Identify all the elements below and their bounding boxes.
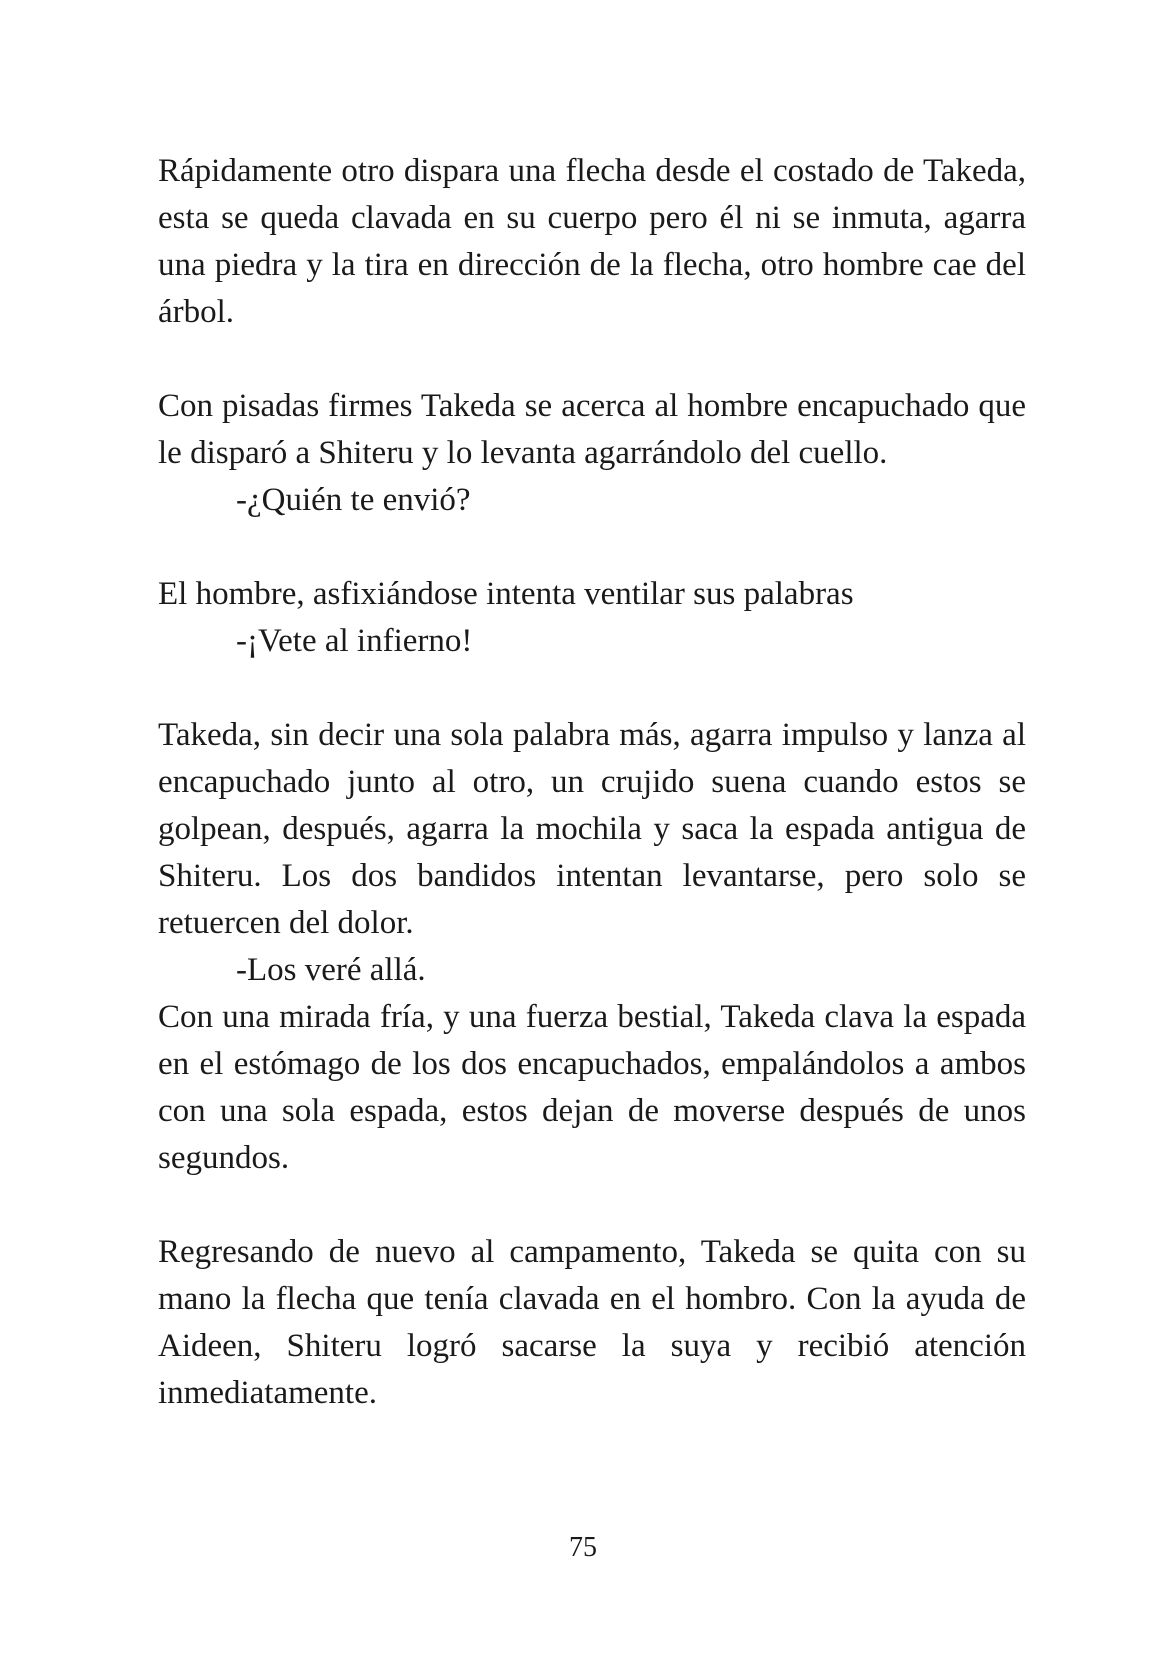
dialogue-line: -¿Quién te envió? (236, 482, 471, 518)
dialogue-line: -Los veré allá. (236, 952, 426, 988)
paragraph: Takeda, sin decir una sola palabra más, agarra impulso y lanza al encapuchado junto al otro, un crujido suena cuando estos se golpean, después, agarra la mochila y saca la espada antigua de Shiteru. Los dos bandidos intentan levantarse, pero solo se retuercen del dolor. (158, 717, 1026, 941)
paragraph: Con una mirada fría, y una fuerza bestial, Takeda clava la espada en el estómago de los dos encapuchados, empalándolos a ambos con una sola espada, estos dejan de moverse después de unos segundos. (158, 999, 1026, 1176)
paragraph: El hombre, asfixiándose intenta ventilar sus palabras (158, 576, 854, 612)
paragraph: Con pisadas firmes Takeda se acerca al hombre encapuchado que le disparó a Shiteru y lo levanta agarrándolo del cuello. (158, 388, 1026, 471)
paragraph: Regresando de nuevo al campamento, Takeda se quita con su mano la flecha que tenía clavada en el hombro. Con la ayuda de Aideen, Shiteru logró sacarse la suya y recibió atención inmediatamente. (158, 1234, 1026, 1411)
dialogue-line: -¡Vete al infierno! (236, 623, 473, 659)
page-number: 75 (569, 1532, 597, 1563)
paragraph: Rápidamente otro dispara una flecha desde el costado de Takeda, esta se queda clavada en su cuerpo pero él ni se inmuta, agarra una piedra y la tira en dirección de la flecha, otro hombre cae del árbol. (158, 153, 1026, 330)
body-text (158, 148, 1026, 1417)
